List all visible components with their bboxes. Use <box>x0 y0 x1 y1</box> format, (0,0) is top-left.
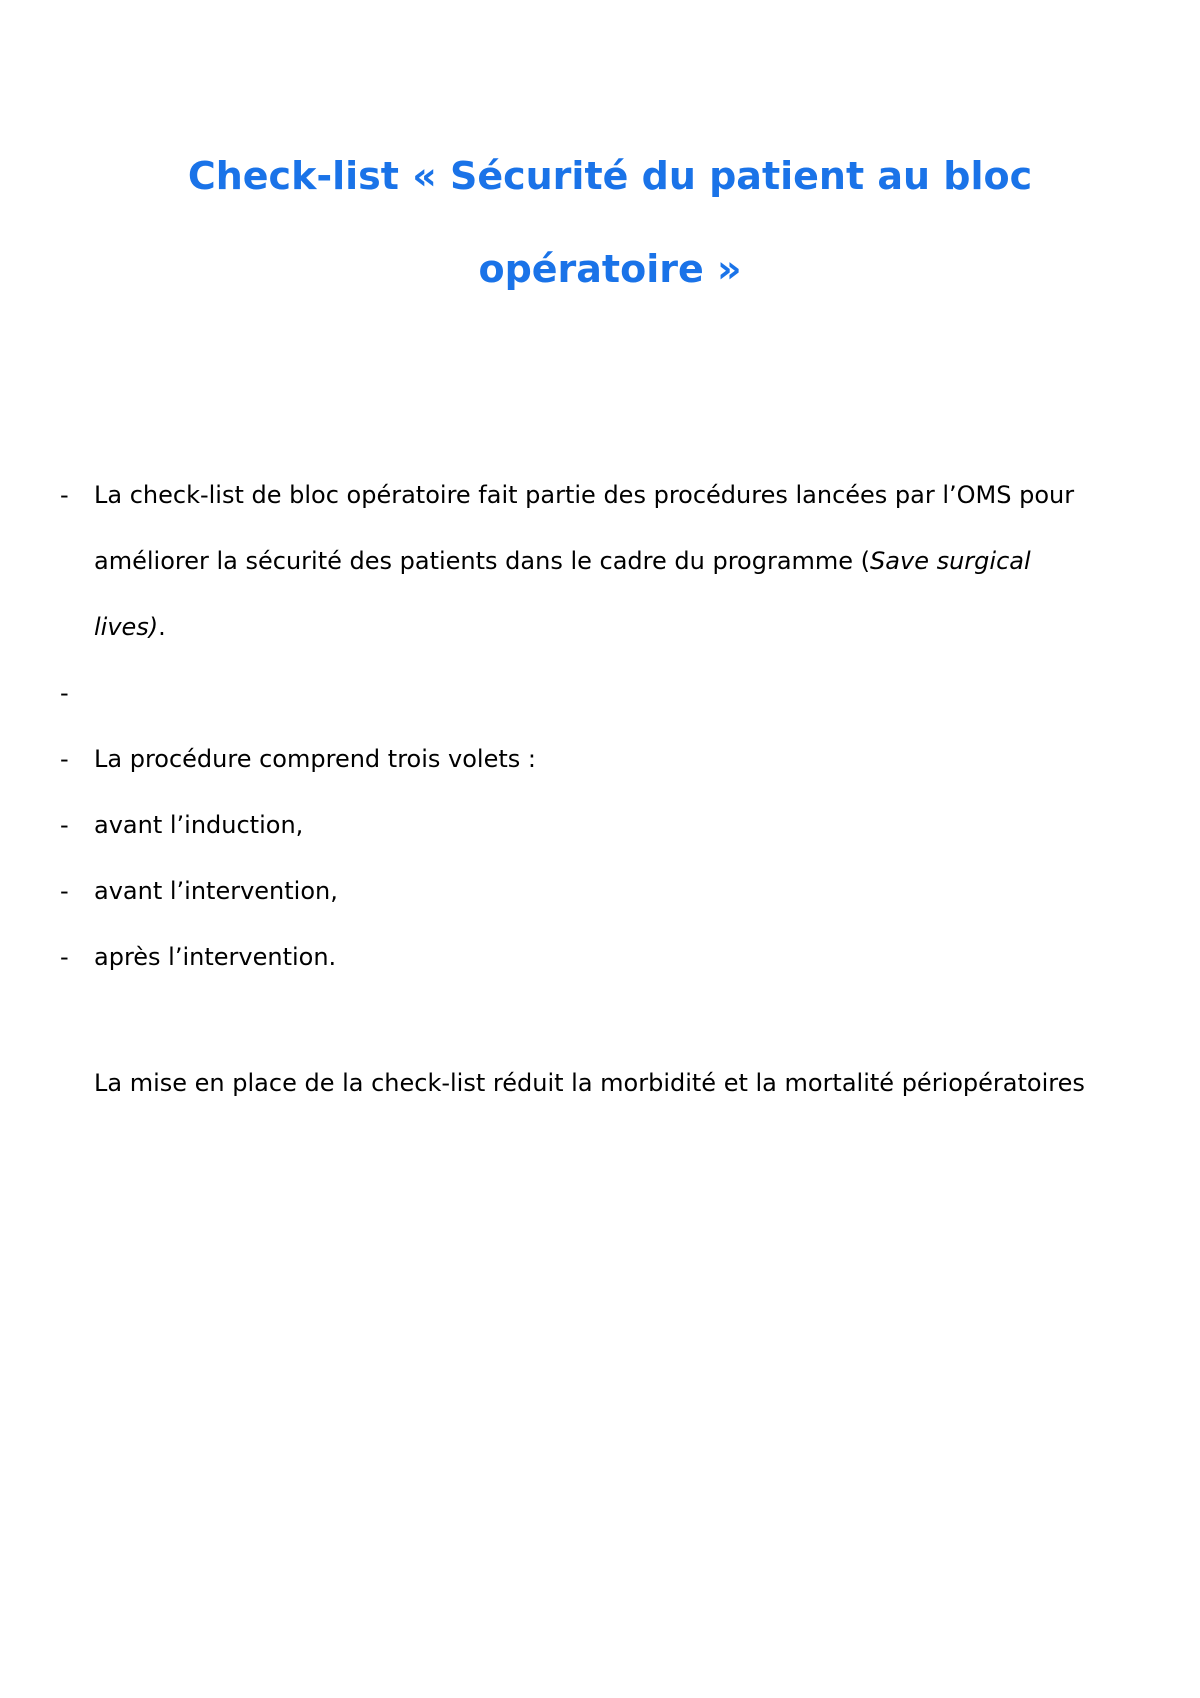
title-line-1: Check-list « Sécurité du patient au bloc <box>187 154 1033 198</box>
dash-marker: - <box>60 481 69 509</box>
list-item-text: La procédure comprend trois volets : <box>94 745 536 773</box>
list-item-text: après l’intervention. <box>94 943 337 971</box>
dash-marker: - <box>60 877 69 905</box>
list-item-text: avant l’induction, <box>94 811 304 839</box>
dash-marker: - <box>60 745 69 773</box>
program-name-italic: lives) <box>94 613 159 641</box>
dash-marker: - <box>60 679 69 707</box>
title-line-2: opératoire » <box>478 247 742 291</box>
list-item-text-continuation <box>94 594 166 660</box>
dash-marker: - <box>60 943 69 971</box>
document-title <box>110 130 1110 316</box>
closing-paragraph: La mise en place de la check-list réduit la morbidité et la mortalité périopératoires <box>94 1069 1085 1097</box>
list-item-text: avant l’intervention, <box>94 877 338 905</box>
program-name-italic: Save surgical <box>870 547 1031 575</box>
sentence-period: . <box>158 613 166 641</box>
dash-marker: - <box>60 811 69 839</box>
program-description-text: améliorer la sécurité des patients dans le cadre du programme ( <box>94 547 871 575</box>
list-item-text-continuation <box>94 528 1031 594</box>
list-item-text: La check-list de bloc opératoire fait partie des procédures lancées par l’OMS pour <box>94 481 1075 509</box>
